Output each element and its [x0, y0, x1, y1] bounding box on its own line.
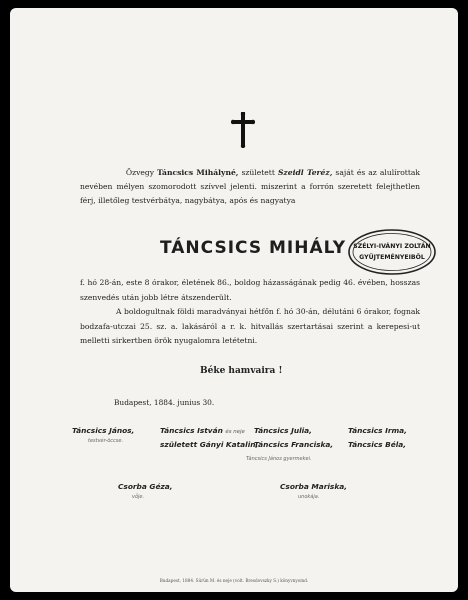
intro-text: saját és az alulírottak nevében mélyen szomorodott szívvel jelenti. miszerint a forrón szeretett felejthetlen férj, illetőleg testvérbátya, nagybátya, após és nagyatya: [80, 168, 421, 205]
born-label: született: [241, 168, 275, 177]
stamp-line-2: GYŰJTEMÉNYEIBŐL: [359, 254, 425, 261]
signatory-mariska-sub: unokája.: [298, 494, 320, 500]
collection-stamp: [346, 226, 438, 278]
signatory-istvan: [160, 426, 245, 435]
widow-name: Táncsics Mihályné,: [157, 168, 239, 177]
closing-line: Béke hamvaira !: [200, 366, 283, 376]
signatory-istvan-name: Táncsics István: [160, 426, 223, 435]
signatory-janos-sub: testvér-öccse.: [88, 438, 124, 444]
intro-prefix: Özvegy: [125, 168, 155, 177]
obituary-page: [10, 8, 458, 592]
signatory-janos: Táncsics János,: [72, 426, 135, 435]
signatory-istvan-suffix: és neje: [225, 429, 245, 435]
printer-footer: Budapest, 1884. Sürün M. és neje (volt. Bresdovszky S.) könyvnyomd.: [159, 578, 309, 583]
signatory-irma: Táncsics Irma,: [348, 426, 407, 435]
signatory-group-sub: Táncsics János gyermekei.: [246, 456, 312, 462]
stamp-line-1: SZÉLYI-IVÁNYI ZOLTÁN: [353, 243, 431, 250]
body-paragraph-2: A boldogultnak földi maradványai hétfőn f. hó 30-án, délutáni 6 órakor, fognak bodzafa-utczai 25. sz. a. lakásáról a r. k. hitvallás szertartásai szerint a kerepesi-ut melletti sirkertben örök nyugalomra letétetni.: [80, 307, 420, 346]
deceased-name: TÁNCSICS MIHÁLY: [160, 238, 347, 258]
intro-paragraph: [80, 166, 420, 208]
body-text: [80, 276, 420, 349]
body-paragraph-1: f. hó 28-án, este 8 órakor, életének 86., boldog házasságának pedig 46. évében, hosszas szenvedés után jobb létre átszenderült.: [80, 278, 420, 302]
cross-icon: [231, 112, 255, 148]
signatory-mariska: Csorba Mariska,: [280, 482, 348, 491]
signatory-julia: Táncsics Julia,: [254, 426, 312, 435]
signatory-geza-sub: vője.: [132, 494, 145, 500]
born-name: Szeidl Teréz,: [277, 168, 333, 177]
signatory-franciska: Táncsics Franciska,: [254, 440, 334, 449]
signatory-katalin: született Gányi Katalin,: [160, 440, 259, 449]
signatory-bela: Táncsics Béla,: [348, 440, 407, 449]
date-line: Budapest, 1884. junius 30.: [114, 398, 215, 407]
signatory-geza: Csorba Géza,: [118, 482, 173, 491]
